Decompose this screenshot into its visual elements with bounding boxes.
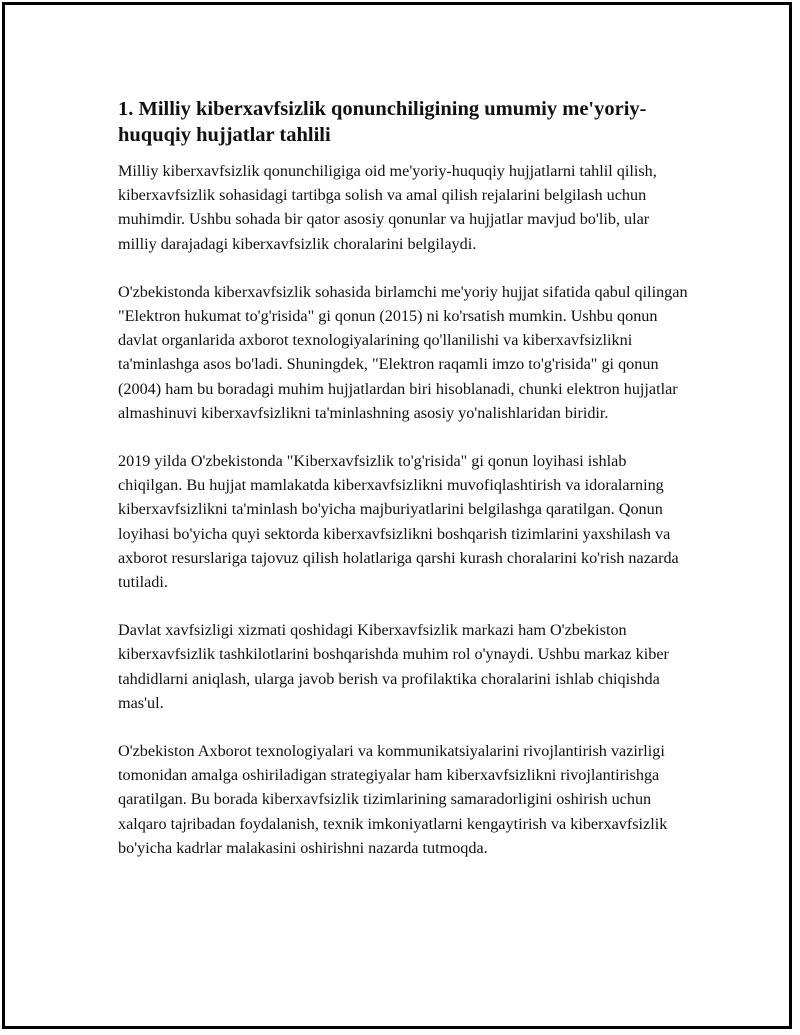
paragraph-cybersecurity-law-draft: 2019 yilda O'zbekistonda "Kiberxavfsizlik to'g'risida" gi qonun loyihasi ishlab chiqilgan. Bu hujjat mamlakatda kiberxavfsizlikni muvofiqlashtirish va idoralarning kiberxavfsizlikni ta'minlash bo'yicha majburiyatlarini belgilashga qaratilgan. Qonun loyihasi bo'yicha quyi sektorda kiberxavfsizlikni boshqarish tizimlarini yaxshilash va axborot resurslariga tajovuz qilish holatlariga qarshi kurash choralarini ko'rish nazarda tutiladi.	[118, 452, 679, 592]
paragraph-electronic-government-law: O'zbekistonda kiberxavfsizlik sohasida birlamchi me'yoriy hujjat sifatida qabul qilingan "Elektron hukumat to'g'risida" gi qonun (2015) ni ko'rsatish mumkin. Ushbu qonun davlat organlarida axborot texnologiyalarining qo'llanilishi va kiberxavfsizlikni ta'minlashga asos bo'ladi. Shuningdek, "Elektron raqamli imzo to'g'risida" gi qonun (2004) ham bu boradagi muhim hujjatlardan biri hisoblanadi, chunki elektron hujjatlar almashinuvi kiberxavfsizlikni ta'minlashning asosiy yo'nalishlaridan biridir.	[118, 282, 688, 422]
paragraph-cybersecurity-center: Davlat xavfsizligi xizmati qoshidagi Kiberxavfsizlik markazi ham O'zbekiston kiberxavfsizlik tashkilotlarini boshqarishda muhim rol o'ynaydi. Ushbu markaz kiber tahdidlarni aniqlash, ularga javob berish va profilaktika choralarini ishlab chiqishda mas'ul.	[118, 621, 669, 712]
paragraph-intro: Milliy kiberxavfsizlik qonunchiligiga oid me'yoriy-huquqiy hujjatlarni tahlil qilish, kiberxavfsizlik sohasidagi tartibga solish va amal qilish rejalarini belgilash uchun muhimdir. Ushbu sohada bir qator asosiy qonunlar va hujjatlar mavjud bo'lib, ular milliy darajadagi kiberxavfsizlik choralarini belgilaydi.	[118, 162, 657, 253]
section-heading: 1. Milliy kiberxavfsizlik qonunchiligining umumiy me'yoriy-huquqiy hujjatlar tahlili	[118, 98, 647, 146]
document-body	[118, 96, 690, 884]
paragraph-ministry-strategies: O'zbekiston Axborot texnologiyalari va kommunikatsiyalarini rivojlantirish vazirligi tomonidan amalga oshiriladigan strategiyalar ham kiberxavfsizlikni rivojlantirishga qaratilgan. Bu borada kiberxavfsizlik tizimlarining samaradorligini oshirish uchun xalqaro tajribadan foydalanish, texnik imkoniyatlarni kengaytirish va kiberxavfsizlik bo'yicha kadrlar malakasini oshirishni nazarda tutmoqda.	[118, 742, 668, 857]
